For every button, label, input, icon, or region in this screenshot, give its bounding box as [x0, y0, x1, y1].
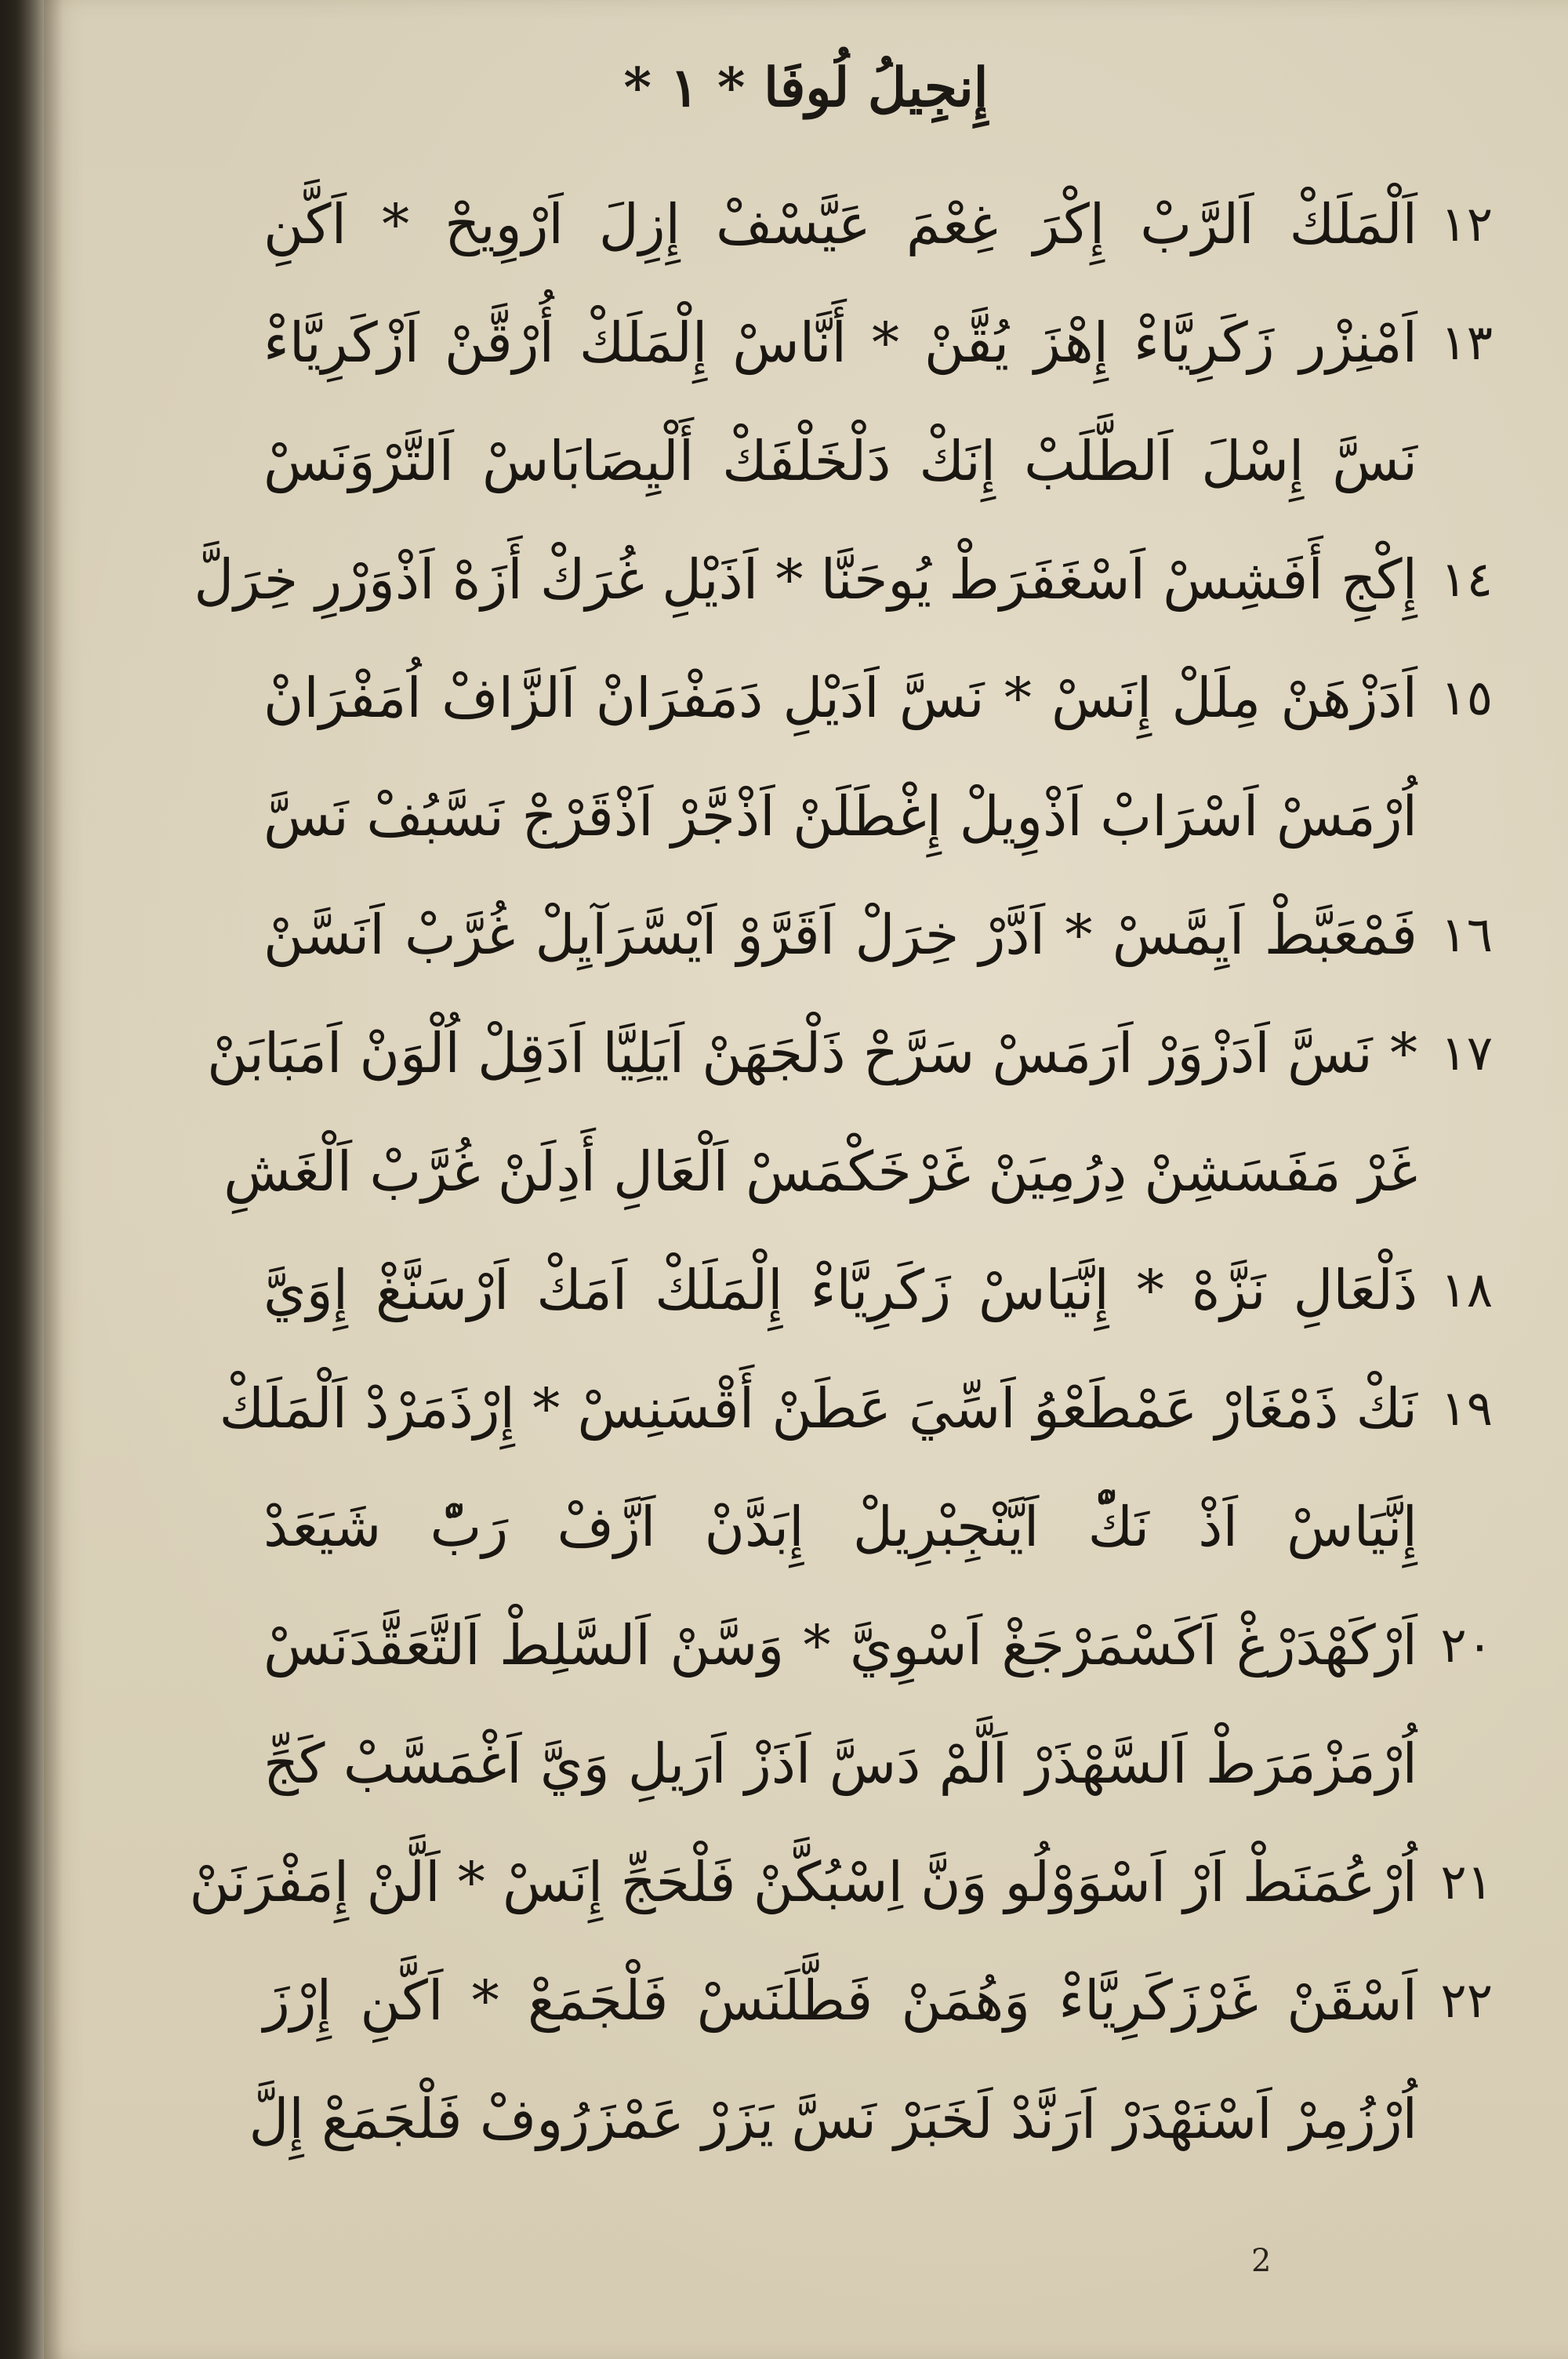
text-line — [189, 1823, 1493, 1941]
verse-number: ١٦ — [1440, 906, 1493, 963]
text-line — [263, 757, 1493, 875]
verse-number: ١٩ — [1440, 1379, 1493, 1437]
manuscript-page — [44, 0, 1568, 2359]
line-text: ذَلْعَالِ نَزَّهْ * إِنَّيَاسْ زَكَرِيَّاءْ إِلْمَلَكْ اَمَكْ اَرْسَنَّغْ إِوَيَّ — [263, 1257, 1417, 1322]
text-line — [219, 1349, 1493, 1467]
text-line — [263, 1230, 1493, 1349]
verse-number: ١٥ — [1440, 669, 1493, 726]
line-text: نَسَّ إِسْلَ اَلطَّلَبْ إِنَكْ دَلْخَلْفَكْ أَلْيِصَابَاسْ اَلتَّرْوَنَسْ — [263, 428, 1417, 493]
verse-number: ٢٠ — [1440, 1616, 1493, 1674]
text-line — [263, 402, 1493, 520]
line-text: اَدَزْهَنْ مِلَلْ إِنَسْ * نَسَّ اَدَيْلِ دَمَفْرَانْ اَلزَّافْ اُمَفْرَانْ — [263, 665, 1417, 730]
verse-number: ١٤ — [1440, 551, 1493, 608]
line-text: اُرْمَسْ اَسْرَابْ اَذْوِيلْ إِغْطَلَنْ اَذْجَّرْ اَذْقَرْجْ نَسَّبُفْ نَسَّ — [263, 783, 1417, 849]
line-text: اَلْمَلَكْ اَلرَّبْ إِكْرَ غِعْمَ عَيَّسْفْ إِزِلَ اَرْوِيحْ * اَكَّنِ — [263, 191, 1417, 256]
text-line — [263, 1704, 1493, 1823]
line-text: غَرْ مَفَسَشِنْ دِرُمِيَنْ غَرْخَكْمَسْ اَلْعَالِ أَدِلَنْ غُرَّبْ اَلْغَشِ — [223, 1139, 1417, 1204]
verse-block — [189, 165, 1493, 2178]
line-text: اُرْمَزْمَرَطْ اَلسَّهْذَرْ اَلَّمْ دَسَّ اَذَزْ اَرَيلِ وَيَّ اَغْمَسَّبْ كَجِّ — [263, 1731, 1417, 1796]
page-number: 2 — [1251, 2243, 1272, 2279]
verse-number: ٢٢ — [1440, 1972, 1493, 2029]
verse-number: ٢١ — [1440, 1853, 1493, 1910]
line-text: اُرْعُمَنَطْ اَرْ اَسْوَوْلُو وَنَّ اِسْبُكَّنْ فَلْحَجِّ إِنَسْ * اَلَّنْ إِمَفْرَنَنْ — [189, 1849, 1417, 1914]
text-line — [223, 1112, 1493, 1230]
text-line — [263, 1467, 1493, 1586]
verse-number: ١٢ — [1440, 195, 1493, 253]
page-heading: إِنجِيلُ لُوفَا * ١ * — [623, 56, 989, 119]
text-line — [194, 520, 1493, 638]
verse-number: ١٣ — [1440, 314, 1493, 371]
verse-number: ١٨ — [1440, 1261, 1493, 1318]
line-text: إِنَّيَاسْ اَذْ نَكّْ اَيَّنْجِبْرِيلْ إِبَدَّنْ اَزَّفْ رَبّْ شَيَعَدْ — [263, 1494, 1417, 1559]
line-text: فَمْعَبَّطْ اَيِمَّسْ * اَدَّرْ خِرَلْ اَقَرَّوْ اَيْسَّرَآيِلْ غُرَّبْ اَنَسَّنْ — [263, 902, 1417, 967]
text-line — [263, 165, 1493, 283]
line-text: اَسْقَنْ غَرْزَكَرِيَّاءْ وَهُمَنْ فَطَّلَنَسْ فَلْجَمَعْ * اَكَّنِ إِرْزَ — [263, 1968, 1417, 2033]
line-text: اَمْنِزْر زَكَرِيَّاءْ إِهْزَ يُقَّنْ * أَنَّاسْ إِلْمَلَكْ أُرْقَّنْ اَزْكَرِيَّاءْ — [263, 310, 1417, 375]
text-line — [263, 283, 1493, 402]
text-line — [263, 1586, 1493, 1704]
binding-shadow — [0, 0, 63, 2359]
text-line — [263, 638, 1493, 757]
text-line — [263, 875, 1493, 994]
line-text: * نَسَّ اَدَزْوَرْ اَرَمَسْ سَرَّحْ ذَلْجَهَنْ اَيَلِيَّا اَدَقِلْ اُلْوَنْ اَمَبَابَنْ — [207, 1020, 1417, 1085]
text-line — [207, 994, 1493, 1112]
line-text: إِكْجِ أَفَشِسْ اَسْغَفَرَطْ يُوحَنَّا * اَذَيْلِ غُرَكْ أَزَهْ اَذْوَرْرِ خِرَلَّ — [194, 547, 1417, 612]
text-line — [263, 1941, 1493, 2059]
verse-number: ١٧ — [1440, 1024, 1493, 1081]
line-text: اَرْكَهْدَرْغْ اَكَسْمَرْجَغْ اَسْوِيَّ * وَسَّنْ اَلسَّلِطْ اَلتَّعَقَّدَنَسْ — [263, 1612, 1417, 1677]
line-text: نَكْ ذَمْغَارْ عَمْطَعْوُ اَسِّيَ عَطَنْ أَقْسَنِسْ * إِرْذَمَرْدْ اَلْمَلَكْ — [219, 1376, 1417, 1441]
line-text: اُرْزُمِرْ اَسْنَهْدَرْ اَرَنَّدْ لَخَبَرْ نَسَّ يَزَرْ عَمْزَرُوفْ فَلْجَمَعْ إِلَّ — [249, 2086, 1417, 2151]
text-line — [249, 2059, 1493, 2178]
